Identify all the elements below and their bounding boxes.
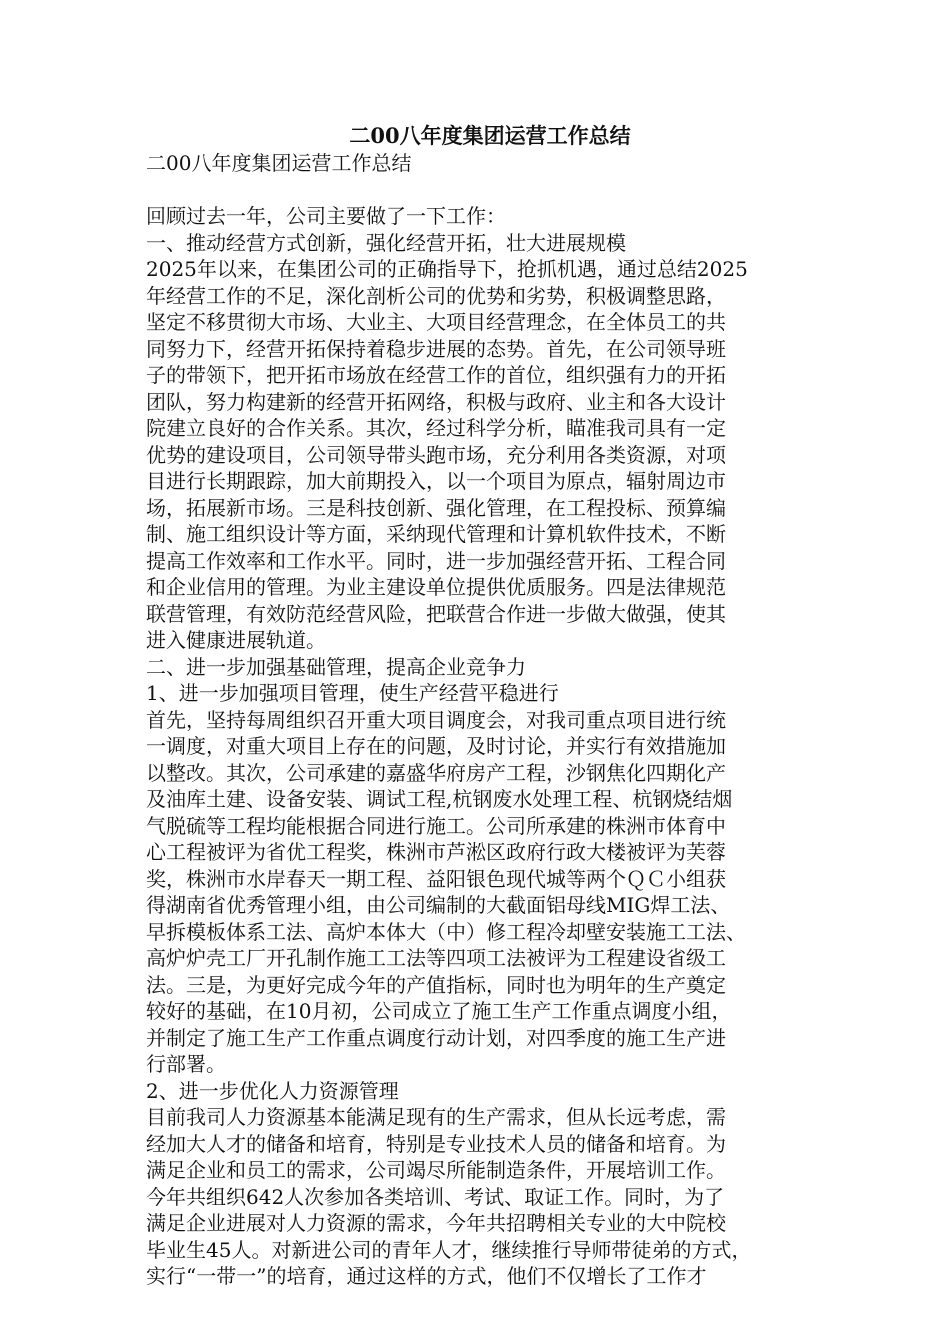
body-line: 2025年以来，在集团公司的正确指导下，抢抓机遇，通过总结2025 — [146, 257, 748, 281]
blank-line — [146, 177, 810, 204]
body-line: 和企业信用的管理。为业主建设单位提供优质服务。四是法律规范 — [146, 575, 726, 599]
body-line: 行部署。 — [146, 1052, 226, 1076]
body-line: 奖，株洲市水岸春天一期工程、益阳银色现代城等两个ＱＣ小组获 — [146, 866, 726, 891]
document-body — [146, 203, 810, 1290]
body-line: 并制定了施工生产工作重点调度行动计划，对四季度的施工生产进 — [146, 1025, 726, 1050]
body-line: 实行“一带一”的培育，通过这样的方式，他们不仅增长了工作才 — [146, 1264, 707, 1288]
body-line: 目前我司人力资源基本能满足现有的生产需求，但从长远考虑，需 — [146, 1105, 726, 1129]
body-line: 得湖南省优秀管理小组，由公司编制的大截面铝母线MIG焊工法、 — [146, 893, 731, 917]
body-line: 较好的基础，在10月初，公司成立了施工生产工作重点调度小组， — [146, 999, 732, 1023]
body-line: 同努力下，经营开拓保持着稳步进展的态势。首先，在公司领导班 — [146, 336, 726, 361]
body-line: 满足企业和员工的需求，公司竭尽所能制造条件，开展培训工作。 — [146, 1158, 726, 1182]
body-line: 制、施工组织设计等方面，采纳现代管理和计算机软件技术，不断 — [146, 522, 726, 546]
body-line: 心工程被评为省优工程奖，株洲市芦淞区政府行政大楼被评为芙蓉 — [146, 840, 726, 864]
body-line: 首先，坚持每周组织召开重大项目调度会，对我司重点项目进行统 — [146, 707, 726, 732]
body-line: 今年共组织642人次参加各类培训、考试、取证工作。同时，为了 — [146, 1184, 725, 1209]
body-line: 毕业生45人。对新进公司的青年人才，继续推行导师带徒弟的方式， — [146, 1237, 752, 1262]
body-line: 早拆模板体系工法、高炉本体大（中）修工程冷却壁安装施工工法、 — [146, 919, 746, 944]
body-line: 二、进一步加强基础管理，提高企业竞争力 — [146, 654, 526, 679]
body-line: 2、进一步优化人力资源管理 — [146, 1078, 399, 1103]
body-line: 回顾过去一年，公司主要做了一下工作： — [146, 204, 506, 228]
body-line: 满足企业进展对人力资源的需求，今年共招聘相关专业的大中院校 — [146, 1211, 726, 1235]
body-line: 法。三是，为更好完成今年的产值指标，同时也为明年的生产奠定 — [146, 972, 726, 997]
body-line: 高炉炉壳工厂开孔制作施工工法等四项工法被评为工程建设省级工 — [146, 946, 726, 970]
body-line: 联营管理，有效防范经营风险，把联营合作进一步做大做强，使其 — [146, 601, 726, 626]
document-subtitle: 二00八年度集团运营工作总结 — [146, 151, 412, 175]
body-line: 子的带领下，把开拓市场放在经营工作的首位，组织强有力的开拓 — [146, 363, 726, 387]
body-line: 经加大人才的储备和培育，特别是专业技术人员的储备和培育。为 — [146, 1131, 726, 1156]
body-line: 1、进一步加强项目管理，使生产经营平稳进行 — [146, 681, 559, 705]
body-line: 一调度，对重大项目上存在的问题，及时讨论，并实行有效措施加 — [146, 734, 726, 758]
body-line: 优势的建设项目，公司领导带头跑市场，充分利用各类资源，对项 — [146, 442, 726, 467]
body-line: 提高工作效率和工作水平。同时，进一步加强经营开拓、工程合同 — [146, 548, 726, 573]
document-title: 二00八年度集团运营工作总结 — [349, 123, 631, 148]
document-page — [146, 122, 810, 1290]
body-line: 院建立良好的合作关系。其次，经过科学分析，瞄准我司具有一定 — [146, 416, 726, 440]
body-line: 进入健康进展轨道。 — [146, 628, 326, 652]
body-line: 以整改。其次，公司承建的嘉盛华府房产工程，沙钢焦化四期化产 — [146, 760, 726, 785]
body-line: 气脱硫等工程均能根据合同进行施工。公司所承建的株洲市体育中 — [146, 813, 726, 838]
body-line: 一、推动经营方式创新，强化经营开拓，壮大进展规模 — [146, 230, 626, 255]
body-line: 目进行长期跟踪，加大前期投入，以一个项目为原点，辐射周边市 — [146, 469, 726, 493]
body-line: 年经营工作的不足，深化剖析公司的优势和劣势，积极调整思路， — [146, 283, 726, 308]
body-line: 坚定不移贯彻大市场、大业主、大项目经营理念，在全体员工的共 — [146, 310, 726, 334]
body-line: 场，拓展新市场。三是科技创新、强化管理，在工程投标、预算编 — [146, 495, 726, 520]
body-line: 团队，努力构建新的经营开拓网络，积极与政府、业主和各大设计 — [146, 389, 726, 414]
body-line: 及油库土建、设备安装、调试工程,杭钢废水处理工程、杭钢烧结烟 — [146, 787, 733, 811]
